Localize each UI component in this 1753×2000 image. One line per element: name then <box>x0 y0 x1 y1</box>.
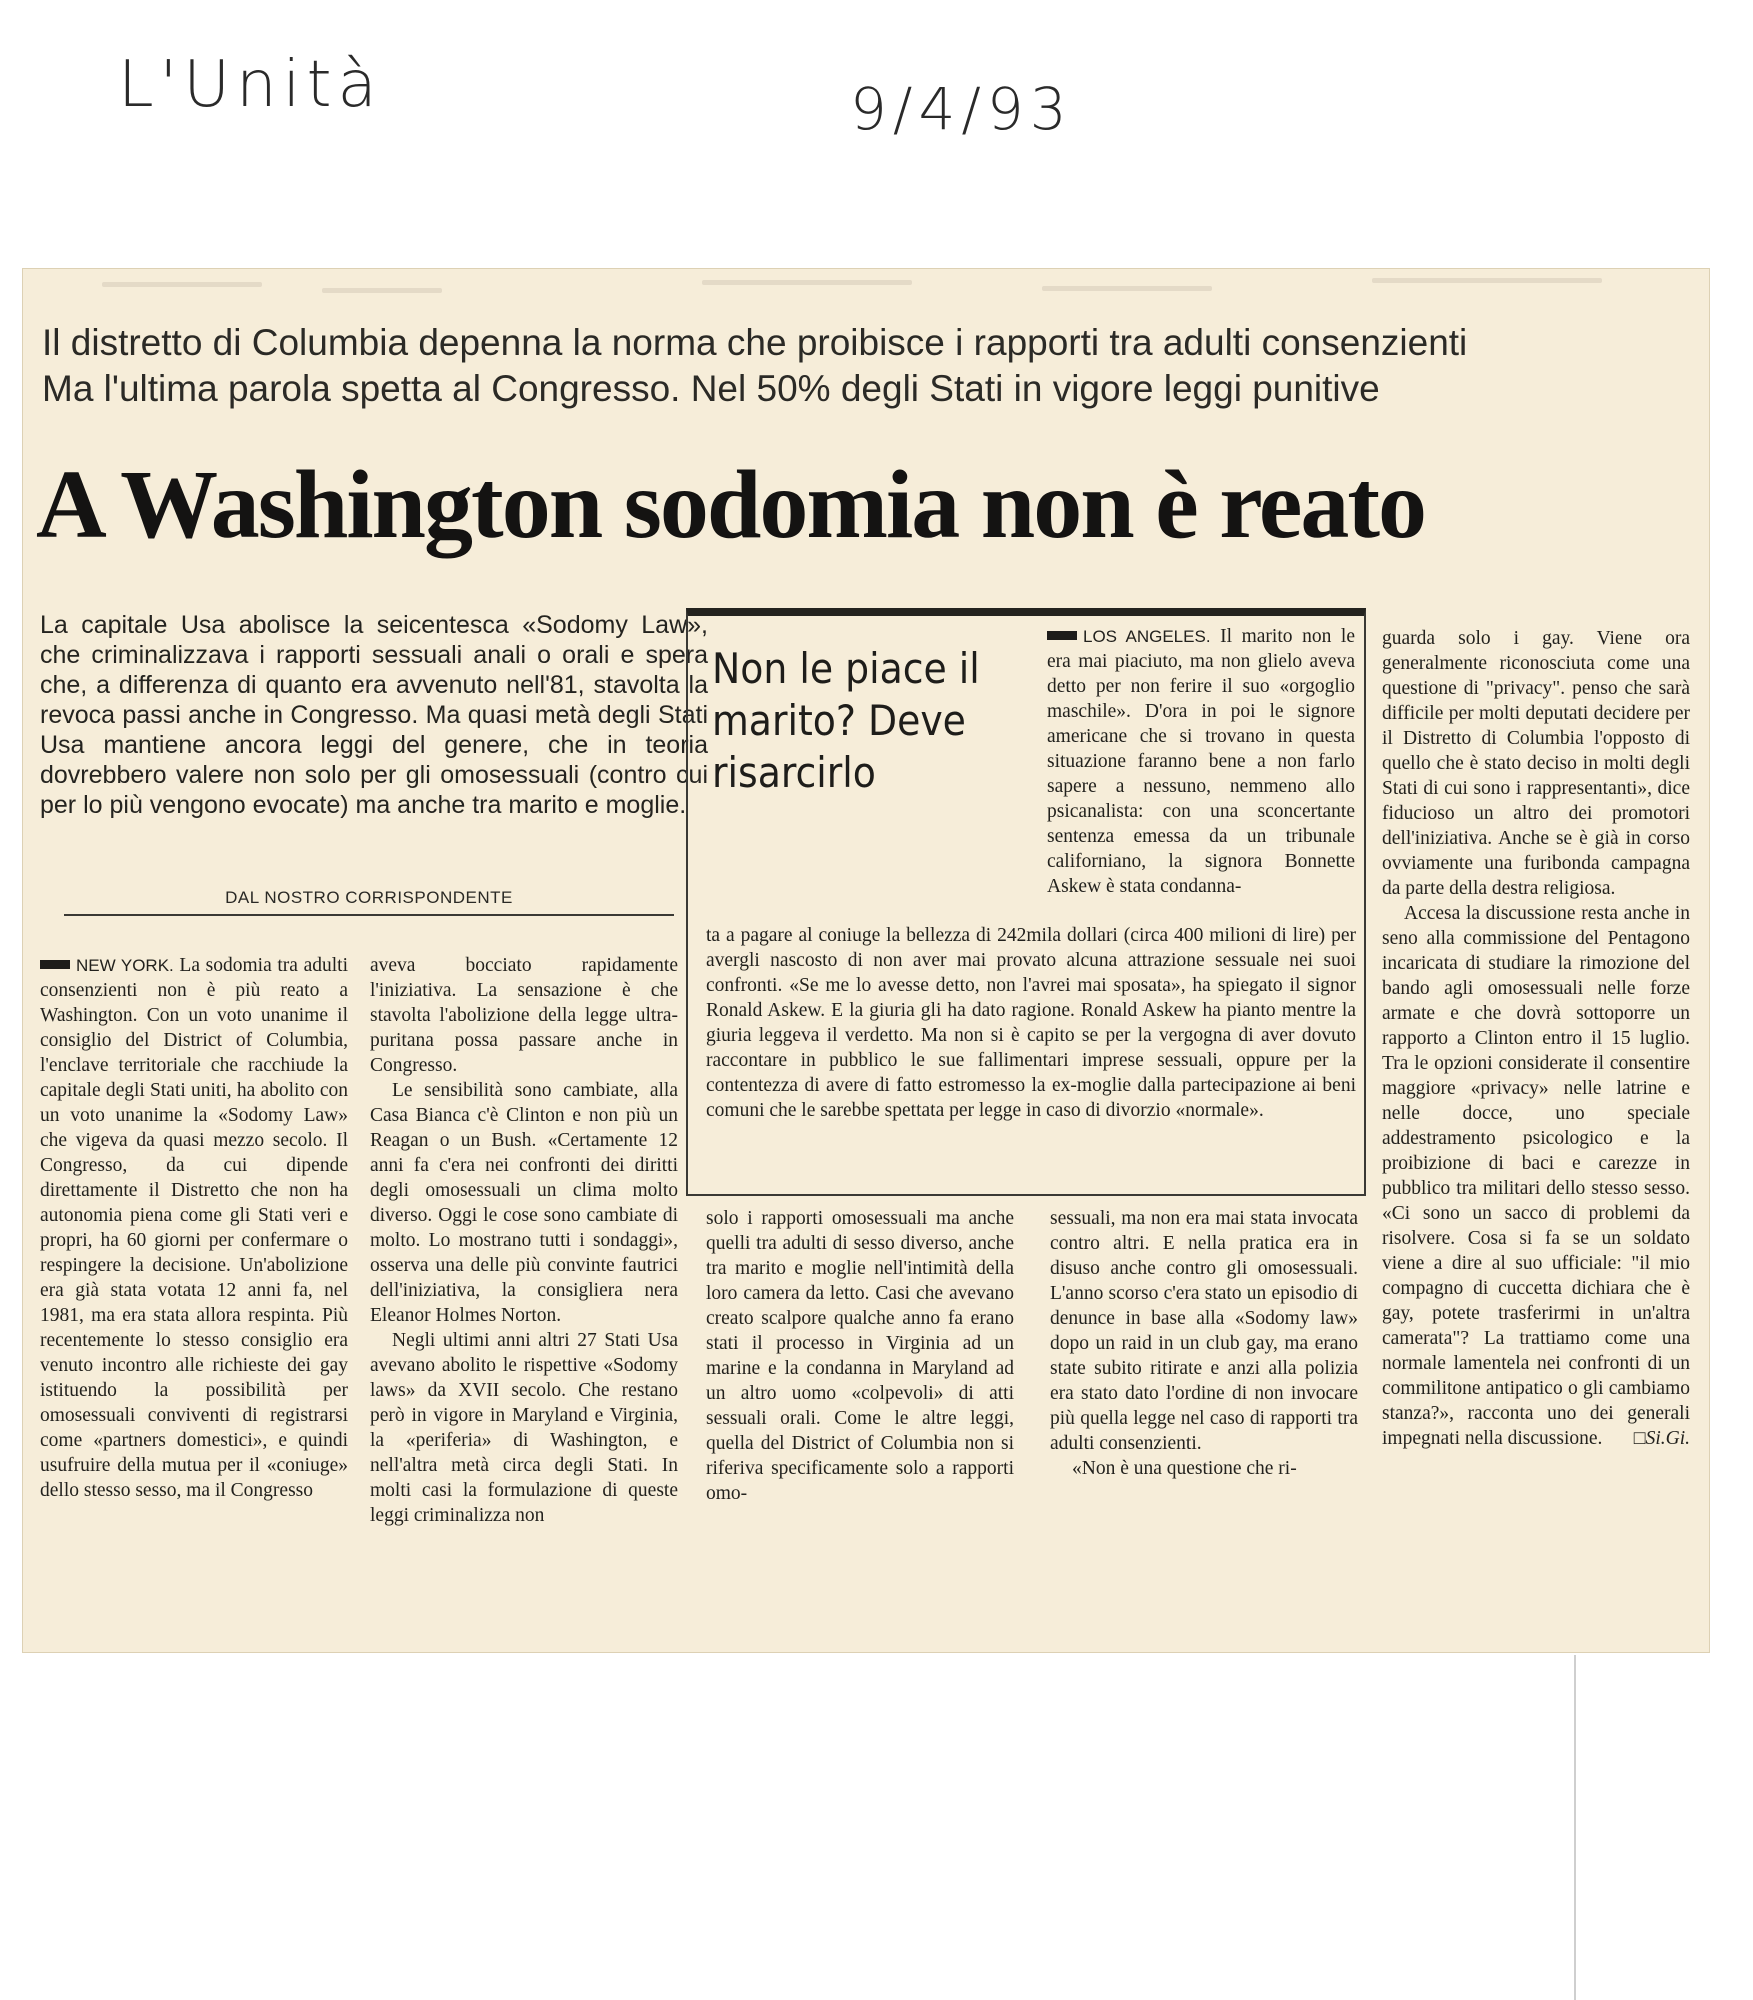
article-column-5 <box>1382 626 1690 1451</box>
column-2-paragraph-2: Le sensibilità sono cambiate, alla Casa Bianca c'è Clinton e non più un Reagan o un Bush. «Certamente 12 anni fa c'era nei confronti dei diritti degli omosessuali un clima molto diverso. Oggi le cose sono cambiate di molto. Lo mostrano tutti i sondaggi», osserva una delle più convinte fautrici dell'iniziativa, la consigliera nera Eleanor Holmes Norton. <box>370 1080 678 1326</box>
article-subhead <box>42 320 1682 412</box>
scan-edge-right <box>1574 1655 1576 2000</box>
sidebar-text-top <box>1047 624 1355 899</box>
sidebar-paragraph-1: Il marito non le era mai piaciuto, ma non glielo aveva detto per non ferire il suo «orgoglio maschile». D'ora in poi le signore americane che si trovano in questa situazione faranno bene a non farlo sapere a nessuno, nemmeno allo psicanalista: con una sconcertante sentenza emessa da un tribunale californiano, la signora Bonnette Askew è stata condanna- <box>1047 626 1355 897</box>
dateline-marker <box>40 960 70 969</box>
newspaper-clipping <box>22 268 1710 1653</box>
column-4-paragraph-1: sessuali, ma non era mai stata invocata contro altri. E nella pratica era in disuso anche contro gli omosessuali. L'anno scorso c'era stato un episodio di denunce in base alla «Sodomy law» dopo un raid in un club gay, ma erano state subito ritirate e anzi alla polizia era stato dato l'ordine di non invocare più quella legge nel caso di rapporti tra adulti consenzienti. <box>1050 1208 1358 1454</box>
article-column-3 <box>706 1206 1014 1506</box>
column-1-text: La sodomia tra adulti consenzienti non è più reato a Washington. Con un voto unanime il consiglio del District of Columbia, l'enclave territoriale che racchiude la capitale degli Stati uniti, ha abolito con un voto unanime la «Sodomy Law» che vigeva da quasi mezzo secolo. Il Congresso, da cui dipende direttamente il Distretto che non ha autonomia piena come gli Stati veri e propri, ha 60 giorni per confermare o respingere la decisione. Un'abolizione era già stata votata 12 anni fa, nel 1981, ma era stata allora respinta. Più recentemente lo stesso consiglio era venuto incontro alle richieste dei gay istituendo la possibilità per omosessuali conviventi di registrarsi come «partners domestici», e quindi usufruire della mutua per il «coniuge» dello stesso sesso, ma il Congresso <box>40 955 349 1501</box>
article-column-2 <box>370 953 678 1528</box>
handwritten-date: 9/4/93 <box>850 75 1073 143</box>
article-lead: La capitale Usa abolisce la seicentesca «Sodomy Law», che criminalizzava i rapporti sessuali anali o orali e spera che, a differenza di quanto era avvenuto nell'81, stavolta la revoca passi anche in Congresso. Ma quasi metà degli Stati Usa mantiene ancora leggi del genere, che in teoria dovrebbero valere non solo per gli omosessuali (contro cui per lo più vengono evocate) ma anche tra marito e moglie. <box>40 611 708 819</box>
column-2-paragraph-3: Negli ultimi anni altri 27 Stati Usa avevano abolito le rispettive «Sodomy laws» da XVII secolo. Che restano però in vigore in Maryland e Virginia, la «periferia» di Washington, e nell'altra metà circa degli Stati. In molti casi la formulazione di queste leggi criminalizza non <box>370 1330 678 1526</box>
article-column-1 <box>40 953 348 1503</box>
subhead-line-2: Ma l'ultima parola spetta al Congresso. Nel 50% degli Stati in vigore leggi punitive <box>42 368 1380 409</box>
handwritten-source: L'Unità <box>118 48 383 122</box>
column-5-paragraph-1: guarda solo i gay. Viene ora generalmente riconosciuta come una questione di "privacy". penso che sarà difficile per molti deputati decidere per il Distretto di Columbia l'opposto di quello che è stato deciso in molti degli Stati di cui sono i rappresentanti», dice fiducioso un altro dei promotori dell'iniziativa. Anche se è già in corso ovviamente una furibonda campagna da parte della destra religiosa. <box>1382 628 1690 899</box>
column-5-paragraph-2: Accesa la discussione resta anche in seno alla commissione del Pentagono incaricata di studiare la rimozione del bando agli omosessuali nelle forze armate e che dovrà sottoporre un rapporto a Clinton entro il 15 luglio. Tra le opzioni considerate il consentire maggiore «privacy» nelle latrine e nelle docce, uno speciale addestramento psicologico e la proibizione di baci e carezze in pubblico tra militari dello stesso sesso. «Ci sono un sacco di problemi da risolvere. Cosa si fa se un soldato viene a dire al suo ufficiale: "il mio compagno di cuccetta dichiara che è gay, potete trasferirmi in un'altra camerata"? La trattiamo come una normale lamentela nei confronti di un commilitone antipatico o gli cambiamo stanza?», racconta uno dei generali impegnati nella discussione. <box>1382 903 1690 1449</box>
author-signature: □Si.Gi. <box>1633 1428 1690 1449</box>
article-headline: A Washington sodomia non è reato <box>36 451 1426 559</box>
article-column-4 <box>1050 1206 1358 1481</box>
dateline-marker <box>1047 631 1077 640</box>
sidebar-paragraph-2: ta a pagare al coniuge la bellezza di 242mila dollari (circa 400 milioni di lire) per avergli nascosto di non aver mai provato alcuna attrazione sessuale nei suoi confronti. «Se me lo avesse detto, non l'avrei mai sposata», ha spiegato il signor Ronald Askew. E la giuria gli ha dato ragione. Ronald Askew ha pianto mentre la giuria leggeva il verdetto. Ma non si è capito se per la vergogna di aver dovuto raccontare in pubblico le sue fallimentari imprese sessuali, oppure per la contentezza di avere di fatto estromesso la ex-moglie dalla partecipazione ai beni comuni che le sarebbe spettata per legge in caso di divorzio «normale». <box>706 925 1356 1121</box>
sidebar-dateline: LOS ANGELES. <box>1083 627 1211 646</box>
column-3-paragraph: solo i rapporti omosessuali ma anche quelli tra adulti di sesso diverso, anche tra marito e moglie nell'intimità della loro camera da letto. Casi che avevano creato scalpore qualche anno fa erano stati il processo in Virginia ad un marine e la condanna in Maryland ad un altro uomo «colpevoli» di atti sessuali orali. Come le altre leggi, quella del District of Columbia non si riferiva specificamente solo a rapporti omo- <box>706 1208 1014 1504</box>
article-dateline: NEW YORK. <box>76 956 174 975</box>
column-4-paragraph-2: «Non è una questione che ri- <box>1072 1458 1297 1479</box>
byline: DAL NOSTRO CORRISPONDENTE <box>64 888 674 916</box>
subhead-line-1: Il distretto di Columbia depenna la norma che proibisce i rapporti tra adulti consenzienti <box>42 322 1468 363</box>
bleed-through-strip <box>22 268 1710 308</box>
sidebar-title: Non le piace il marito? Deve risarcirlo <box>712 644 980 797</box>
sidebar-text-bottom <box>706 923 1356 1123</box>
column-2-paragraph-1: aveva bocciato rapidamente l'iniziativa. La sensazione è che stavolta l'abolizione della legge ultra-puritana possa passare anche in Congresso. <box>370 955 678 1076</box>
